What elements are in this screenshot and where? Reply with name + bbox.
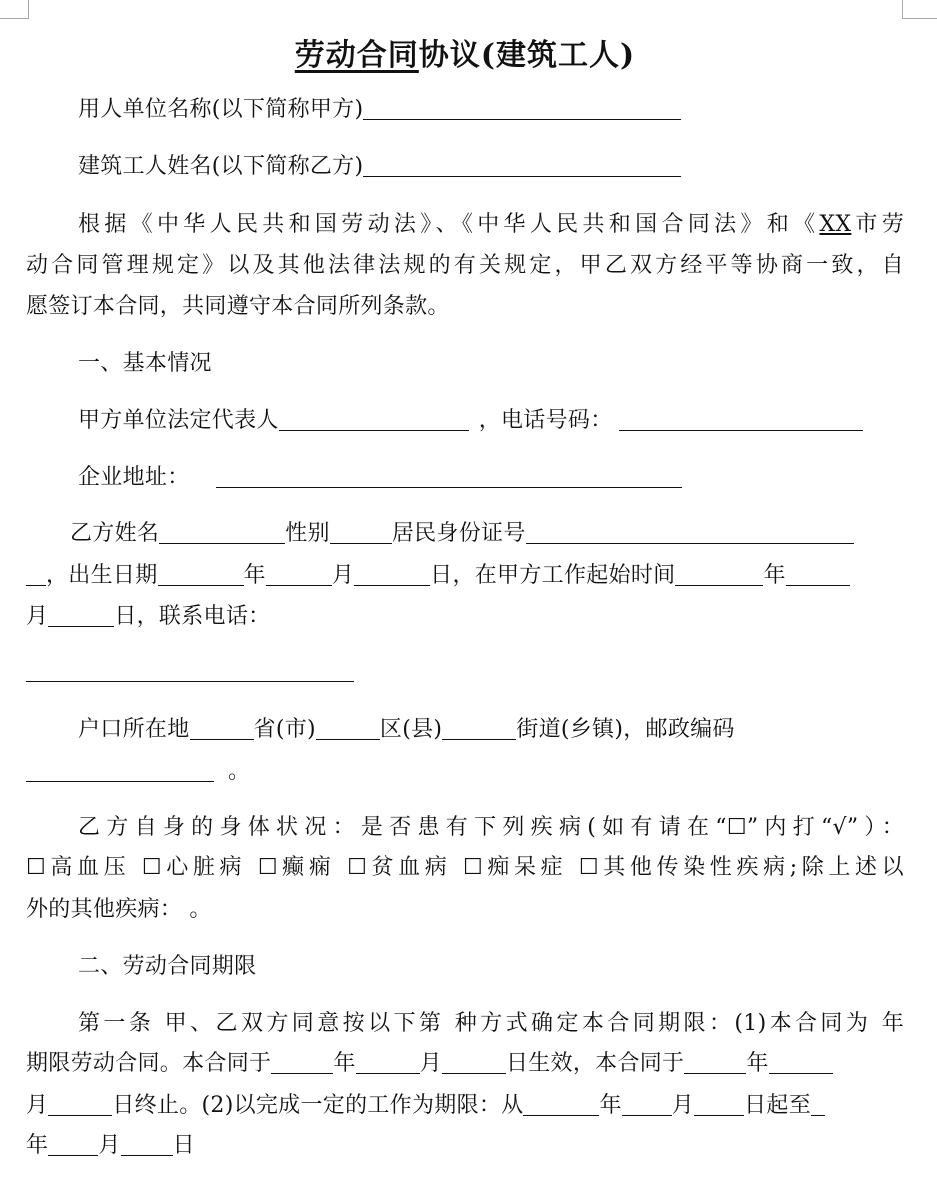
employer-name-blank[interactable] [363,97,681,120]
health-disease-checkboxes[interactable]: ☐高血压 ☐心脏病 ☐癫痫 ☐贫血病 ☐痴呆症 ☐其他传染性疾病;除上述以 [26,855,904,880]
legal-rep-label: 甲方单位法定代表人 [78,408,279,433]
term-end-year-blank[interactable] [684,1051,746,1074]
health-line-1: 乙方自身的身体状况：是否患有下列疾病(如有请在“☐”内打“√”）： [78,815,904,840]
section-2-heading: 二、劳动合同期限 [78,954,257,979]
id-number-label: 居民身份证号 [391,521,526,546]
term-effective-label: 日生效，本合同于 [505,1051,685,1076]
intro-text-1b: 市劳 [851,212,904,237]
party-b-line-1 [26,520,904,548]
term-start-year-label: 年 [333,1051,356,1076]
district-label: 区(县) [379,717,443,742]
id-number-blank[interactable] [526,521,854,544]
intro-line-3: 愿签订本合同，共同遵守本合同所列条款。 [26,294,450,319]
term-start-month-label: 月 [419,1051,442,1076]
street-postcode-label: 街道(乡镇)，邮政编码 [516,717,735,742]
address-label: 企业地址： [78,465,190,490]
from-day-blank[interactable] [694,1093,744,1116]
employer-name-line [26,96,904,124]
term-end-month-label: 月 [26,1093,49,1118]
gender-blank[interactable] [330,521,392,544]
legal-rep-line [26,407,904,435]
intro-line-2: 动合同管理规定》以及其他法律法规的有关规定，甲乙双方经平等协商一致，自 [26,253,904,278]
party-b-line-3 [26,603,904,631]
start-year-label: 年 [763,563,786,588]
to-month-label: 月 [98,1133,121,1158]
title-rest: 协议(建筑工人) [418,38,636,73]
term-line-2 [26,1050,904,1078]
to-day-label: 日 [172,1133,195,1158]
hukou-label: 户口所在地 [78,717,190,742]
postcode-line [26,758,904,786]
hukou-line [26,716,904,744]
contact-phone-line [26,658,904,686]
worker-name-blank[interactable] [363,154,681,177]
gender-label: 性别 [285,521,330,546]
from-month-blank[interactable] [622,1093,672,1116]
term-start-month-blank[interactable] [356,1051,420,1074]
term-line-4 [26,1132,904,1160]
intro-line-1 [26,211,904,239]
id-number-blank-cont[interactable] [26,563,46,586]
term-start-day-blank[interactable] [442,1051,506,1074]
intro-xx-placeholder: XX [819,212,852,237]
birth-year-blank[interactable] [158,563,244,586]
employer-name-label: 用人单位名称(以下简称甲方) [78,97,364,122]
birth-month-label: 月 [331,563,355,588]
page-corner-mark-right [902,0,937,19]
province-label: 省(市) [253,717,316,742]
start-month-label: 月 [26,604,49,629]
birth-year-label: 年 [243,563,266,588]
intro-text-1a: 根据《中华人民共和国劳动法》、《中华人民共和国合同法》和《 [78,212,820,237]
party-b-line-2 [26,562,904,590]
term-end-month-blank-a[interactable] [769,1051,833,1074]
health-line-3: 外的其他疾病： 。 [26,897,212,922]
start-date-label: 日，在甲方工作起始时间 [430,563,676,588]
from-year-label: 年 [599,1093,622,1118]
worker-name-label: 建筑工人姓名(以下简称乙方) [78,154,364,179]
birth-date-label: ，出生日期 [46,563,158,588]
start-year-blank[interactable] [675,563,763,586]
page-corner-mark-left [0,0,29,19]
from-day-label: 日起至 [744,1093,812,1118]
term-start-year-blank[interactable] [271,1051,333,1074]
phone-label: ，电话号码： [478,408,613,433]
party-b-name-label: 乙方姓名 [70,521,160,546]
from-year-blank[interactable] [523,1093,599,1116]
postcode-end: 。 [228,759,251,784]
term-line-3 [26,1092,904,1120]
postcode-blank[interactable] [26,759,214,782]
street-blank[interactable] [442,717,516,740]
start-month-blank-a[interactable] [786,563,850,586]
to-year-blank-a[interactable] [811,1093,825,1116]
start-day-blank[interactable] [48,604,114,627]
address-blank[interactable] [216,465,682,488]
legal-rep-blank[interactable] [279,408,469,431]
birth-day-blank[interactable] [354,563,430,586]
birth-month-blank[interactable] [266,563,332,586]
worker-name-line [26,153,904,181]
contact-phone-label: 日，联系电话： [114,604,271,629]
to-month-blank[interactable] [48,1133,98,1156]
district-blank[interactable] [316,717,380,740]
to-year-label: 年 [26,1133,49,1158]
to-day-blank[interactable] [121,1133,173,1156]
term-end-day-blank[interactable] [48,1093,112,1116]
title-underlined-part: 劳动合同 [294,38,419,73]
term-end-label: 日终止。(2)以完成一定的工作为期限：从 [112,1093,524,1118]
contact-phone-blank[interactable] [26,659,354,682]
document-title [26,30,904,74]
province-blank[interactable] [190,717,254,740]
party-b-name-blank[interactable] [159,521,285,544]
section-1-heading: 一、基本情况 [78,351,212,376]
address-line [26,464,904,492]
term-start-label: 期限劳动合同。本合同于 [26,1051,272,1076]
phone-blank[interactable] [619,408,863,431]
term-line-1: 第一条 甲、乙双方同意按以下第 种方式确定本合同期限：(1)本合同为 年 [78,1011,904,1036]
from-month-label: 月 [671,1093,695,1118]
term-end-year-label: 年 [746,1051,769,1076]
